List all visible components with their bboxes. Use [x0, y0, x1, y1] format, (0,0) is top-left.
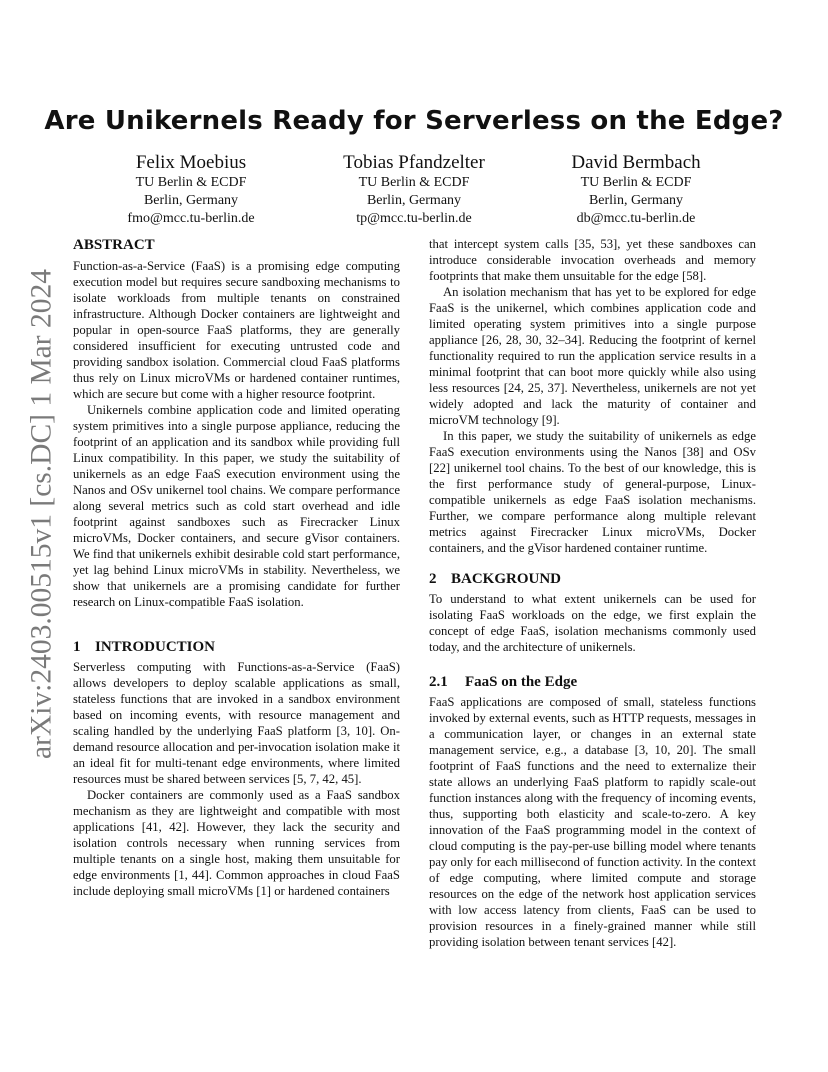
- author-block: [294, 152, 534, 228]
- abstract-heading: ABSTRACT: [73, 237, 155, 253]
- paper-title: Are Unikernels Ready for Serverless on the Edge?: [44, 106, 784, 136]
- author-affiliation: TU Berlin & ECDF: [135, 175, 247, 190]
- author-location: Berlin, Germany: [366, 193, 462, 208]
- author-affiliation: TU Berlin & ECDF: [358, 175, 470, 190]
- section-title: FaaS on the Edge: [465, 674, 578, 690]
- section-heading-introduction: [73, 638, 400, 656]
- author-block: [516, 152, 756, 228]
- body-paragraph: Docker containers are commonly used as a FaaS sandbox mechanism as they are lightweight and compatible with most applications [41, 42]. However, they lack the security and isolation controls necessary when running services from multiple tenants on a single host, making them unsuitable for edge environments [1, 44]. Common approaches in cloud FaaS include deploying small microVMs [1] or hardened containers: [73, 788, 400, 898]
- author-name: Tobias Pfandzelter: [343, 152, 485, 173]
- body-paragraph: In this paper, we study the suitability of unikernels as edge FaaS execution environments using the Nanos [38] and OSv [22] unikernel tool chains. To the best of our knowledge, this is the first performance study of general-purpose, Linux-compatible unikernels as edge FaaS isolation mechanisms. Further, we compare performance along multiple relevant metrics against Firecracker Linux microVMs, Docker containers, and the gVisor hardened container runtime.: [429, 429, 756, 555]
- right-column: [429, 236, 756, 950]
- section-title: BACKGROUND: [451, 571, 562, 587]
- section-number: 2.1: [429, 674, 448, 690]
- author-email: tp@mcc.tu-berlin.de: [356, 211, 472, 226]
- author-location: Berlin, Germany: [588, 193, 684, 208]
- body-paragraph: To understand to what extent unikernels can be used for isolating FaaS workloads on the edge, we first explain the concept of edge FaaS, isolation mechanisms commonly used today, and the architecture of unikernels.: [429, 592, 756, 654]
- subsection-heading-faas-edge: [429, 673, 756, 691]
- section-title: INTRODUCTION: [95, 639, 216, 655]
- abstract-paragraph: Unikernels combine application code and limited operating system primitives into a single purpose appliance, reducing the footprint of an application and its sandbox while providing full Linux compatibility. In this paper, we study the suitability of unikernels as an edge FaaS execution environment using the Nanos and OSv unikernel tool chains. We compare performance along several metrics such as cold start overhead and idle footprint against sandboxes such as Firecracker Linux microVMs, Docker containers, and secure gVisor containers. We find that unikernels exhibit desirable cold start performance, yet lag behind Linux microVMs in stability. Nevertheless, we show that unikernels are a promising candidate for further research on Linux-compatible FaaS isolation.: [73, 403, 400, 609]
- author-name: David Bermbach: [571, 152, 701, 173]
- arxiv-stamp-text: arXiv:2403.00515v1 [cs.DC] 1 Mar 2024: [25, 269, 58, 759]
- section-number: 2: [429, 571, 437, 587]
- body-paragraph: An isolation mechanism that has yet to be explored for edge FaaS is the unikernel, which combines application code and limited operating system primitives into a single purpose appliance [26, 28, 30, 32–34]. Reducing the footprint of kernel functionality required to run the application service results in a minimal footprint that can boot more quickly while also using less resources [24, 25, 37]. Nevertheless, unikernels are not yet widely adopted and lack the maturity of container and microVM technology [9].: [429, 285, 756, 427]
- author-name: Felix Moebius: [135, 152, 247, 173]
- body-paragraph: that intercept system calls [35, 53], yet these sandboxes can introduce considerable invocation overheads and memory footprints that make them unsuitable for the edge [58].: [429, 237, 756, 283]
- author-location: Berlin, Germany: [143, 193, 239, 208]
- author-affiliation: TU Berlin & ECDF: [580, 175, 692, 190]
- author-email: fmo@mcc.tu-berlin.de: [127, 211, 255, 226]
- section-number: 1: [73, 639, 81, 655]
- body-paragraph: Serverless computing with Functions-as-a-Service (FaaS) allows developers to deploy scalable applications as small, stateless functions that are invoked in a sandbox environment based on incoming events, with resource management and scaling handled by the underlying FaaS platform [3, 10]. On-demand resource allocation and per-invocation isolation make it an ideal fit for multi-tenant edge environments, where limited resources must be shared between services [5, 7, 42, 45].: [73, 660, 400, 786]
- section-heading-background: [429, 570, 756, 588]
- author-block: [71, 152, 311, 228]
- left-column: [73, 236, 400, 899]
- author-email: db@mcc.tu-berlin.de: [576, 211, 696, 226]
- abstract-paragraph: Function-as-a-Service (FaaS) is a promising edge computing execution model but requires secure sandboxing mechanisms to isolate workloads from multiple tenants on constrained infrastructure. Although Docker containers are lightweight and popular in open-source FaaS platforms, they are generally considered insufficient for executing untrusted code and providing sandbox isolation. Commercial cloud FaaS platforms thus rely on Linux microVMs or hardened container runtimes, which are secure but come with a higher resource footprint.: [73, 259, 400, 401]
- body-paragraph: FaaS applications are composed of small, stateless functions invoked by external events, such as HTTP requests, messages in a communication layer, or changes in an external state management service, e.g., a database [3, 10, 20]. The small footprint of FaaS functions and the need to externalize their state allows an underlying FaaS platform to rapidly scale-out function instances along with the frequency of incoming events, thus, supporting both elasticity and scale-to-zero. A key innovation of the FaaS programming model in the context of cloud computing is the pay-per-use billing model where tenants pay only for each millisecond of function activity. In the context of edge computing, where limited compute and storage resources on the edge of the network host application services with low access latency from clients, FaaS can be used to provision resources in a finely-grained manner while still providing isolation between tenant services [42].: [429, 695, 756, 949]
